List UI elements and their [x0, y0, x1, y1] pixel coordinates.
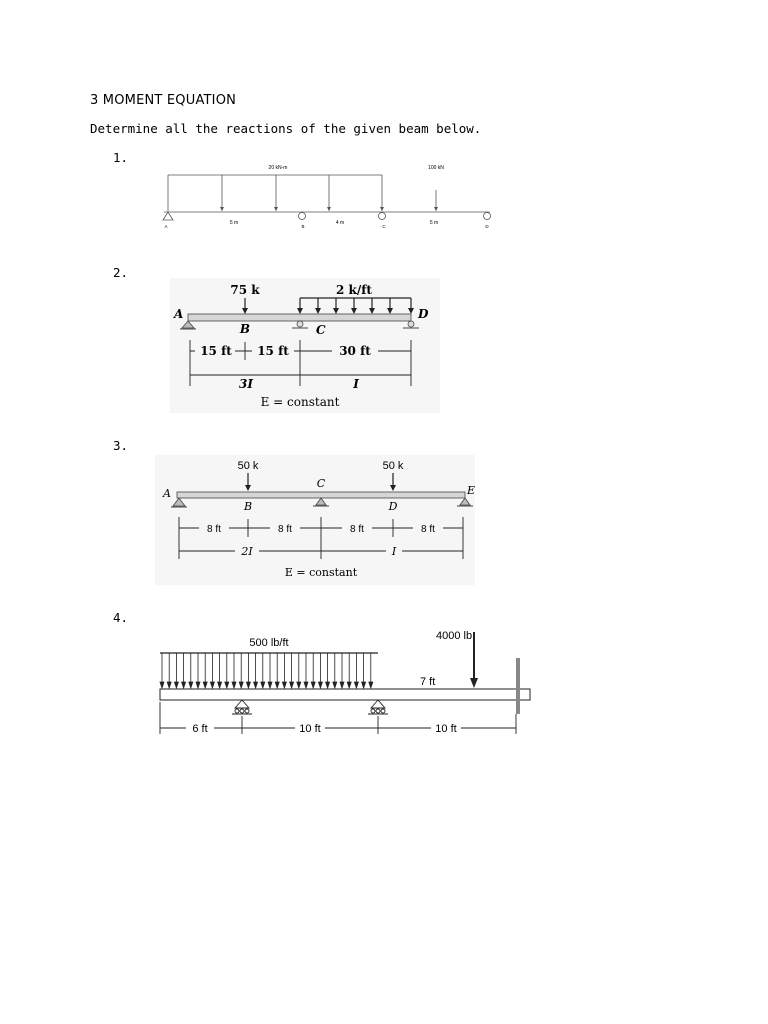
problem-2-inertia-1: 3I [239, 377, 253, 391]
problem-2-inertia-2: I [353, 377, 359, 391]
problem-2-span-1: 15 ft [200, 344, 232, 358]
problem-3-point-a: A [163, 487, 171, 500]
problem-1-udl-label: 20 kN-m [268, 165, 288, 171]
problem-3-point-b: B [243, 500, 253, 513]
problem-1-support-a: A [164, 224, 168, 229]
problem-1-span-3: 5 m [429, 220, 439, 226]
problem-4-span-2: 10 ft [299, 723, 321, 735]
problem-4-point-load-label: 4000 lb [436, 630, 473, 642]
problem-3-inertia-1: 2I [241, 545, 253, 558]
problem-2-point-a: A [174, 307, 184, 321]
problem-3-inertia-2: I [391, 545, 397, 558]
problem-3-point-c: C [316, 477, 326, 490]
problem-4-span-3: 10 ft [435, 723, 457, 735]
problem-4-number: 4. [113, 610, 129, 625]
problem-1-span-1: 5 m [229, 220, 239, 226]
problem-3-point-d: D [388, 500, 398, 513]
problem-1-support-b: B [301, 224, 305, 229]
problem-2-figure [170, 278, 440, 413]
problem-2-point-c: C [316, 323, 326, 337]
problem-4-span-1: 6 ft [192, 723, 208, 735]
problem-2-point-d: D [418, 307, 429, 321]
problem-3-point-e: E [467, 484, 476, 497]
problem-3-number: 3. [113, 438, 129, 453]
problem-1-figure [150, 160, 500, 235]
problem-3-load-1-label: 50 k [237, 460, 259, 472]
problem-4-udl-label: 500 lb/ft [249, 637, 289, 649]
problem-3-figure [155, 455, 475, 585]
problem-3-load-2-label: 50 k [382, 460, 404, 472]
problem-1-span-2: 4 m [335, 220, 345, 226]
problem-2-span-2: 15 ft [257, 344, 289, 358]
problem-2-number: 2. [113, 265, 129, 280]
problem-2-span-3: 30 ft [339, 344, 371, 358]
problem-2-note: E = constant [260, 395, 340, 409]
problem-1-number: 1. [113, 150, 129, 165]
problem-2-point-load-label: 75 k [230, 283, 260, 297]
problem-3-span-4: 8 ft [421, 524, 435, 535]
instructions: Determine all the reactions of the given beam below. [90, 121, 482, 136]
problem-1-support-c: C [382, 224, 386, 229]
problem-2-point-b: B [239, 322, 251, 336]
problem-3-span-2: 8 ft [278, 524, 292, 535]
problem-3-span-1: 8 ft [207, 524, 221, 535]
problem-4-figure [150, 622, 535, 747]
problem-2-udl-label: 2 k/ft [336, 283, 372, 297]
problem-3-span-3: 8 ft [350, 524, 364, 535]
problem-1-point-load-label: 100 kN [428, 165, 444, 171]
problem-4-overhang-label: 7 ft [420, 676, 436, 688]
problem-1-support-d: D [485, 224, 489, 229]
problem-3-note: E = constant [284, 566, 358, 579]
page-title: 3 MOMENT EQUATION [90, 93, 237, 108]
